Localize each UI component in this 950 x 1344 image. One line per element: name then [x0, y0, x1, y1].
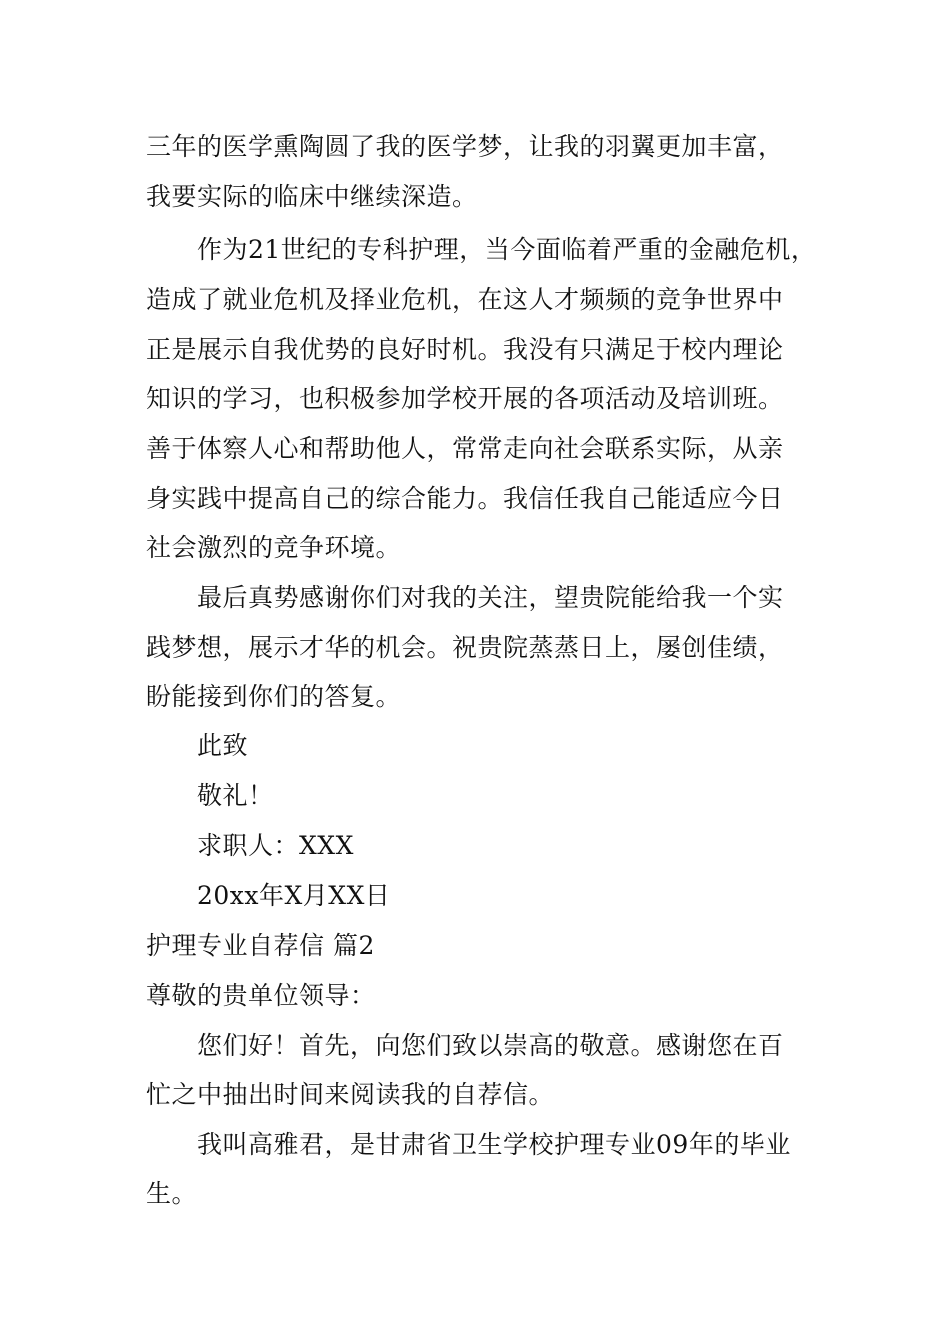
letter-date: 20xx年X月XX日: [197, 881, 391, 910]
paragraph-line: 忙之中抽出时间来阅读我的自荐信。: [146, 1080, 555, 1109]
paragraph-line: 生。: [146, 1179, 198, 1208]
paragraph-line: 善于体察人心和帮助他人，常常走向社会联系实际，从亲: [146, 434, 784, 463]
paragraph-line: 最后真势感谢你们对我的关注，望贵院能给我一个实: [197, 583, 784, 612]
paragraph-line: 您们好！首先，向您们致以崇高的敬意。感谢您在百: [197, 1031, 784, 1060]
paragraph-line: 三年的医学熏陶圆了我的医学梦，让我的羽翼更加丰富，: [146, 132, 784, 161]
paragraph-line: 正是展示自我优势的良好时机。我没有只满足于校内理论: [146, 335, 784, 364]
applicant-signature: 求职人：XXX: [197, 831, 354, 860]
paragraph-line: 造成了就业危机及择业危机，在这人才频频的竞争世界中: [146, 285, 784, 314]
paragraph-line: 社会激烈的竞争环境。: [146, 533, 402, 562]
paragraph-line: 践梦想，展示才华的机会。祝贵院蒸蒸日上，屡创佳绩，: [146, 633, 784, 662]
closing-salutation: 此致: [197, 731, 249, 760]
paragraph-line: 我叫高雅君，是甘肃省卫生学校护理专业09年的毕业: [197, 1130, 791, 1159]
paragraph-line: 盼能接到你们的答复。: [146, 682, 402, 711]
paragraph-line: 我要实际的临床中继续深造。: [146, 182, 478, 211]
closing-regards: 敬礼！: [197, 781, 274, 810]
paragraph-line: 身实践中提高自己的综合能力。我信任我自己能适应今日: [146, 484, 784, 513]
greeting: 尊敬的贵单位领导：: [146, 981, 376, 1010]
paragraph-line: 知识的学习，也积极参加学校开展的各项活动及培训班。: [146, 384, 784, 413]
paragraph-line: 作为21世纪的专科护理，当今面临着严重的金融危机，: [197, 235, 817, 264]
section-heading: 护理专业自荐信 篇2: [146, 931, 375, 960]
